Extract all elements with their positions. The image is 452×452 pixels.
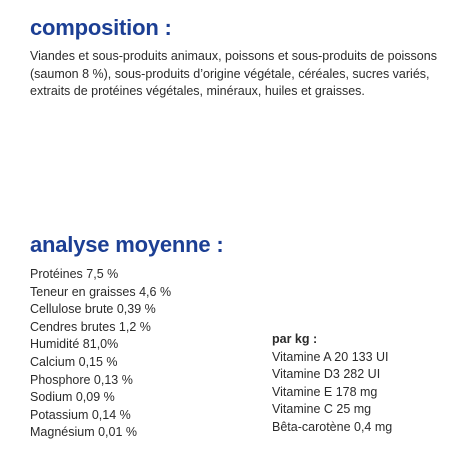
vitamins-block (272, 331, 392, 437)
analysis-item-proteines: Protéines 7,5 % (30, 267, 119, 281)
analysis-item-magnesium: Magnésium 0,01 % (30, 425, 138, 440)
analysis-item-cendres: Cendres brutes 1,2 % (30, 319, 151, 334)
vitamin-item-beta-carotene: Bêta-carotène 0,4 mg (272, 419, 393, 434)
vitamins-title: par kg : (272, 332, 318, 346)
analysis-item-cellulose: Cellulose brute 0,39 % (30, 302, 156, 317)
vitamin-item-d3: Vitamine D3 282 UI (272, 367, 381, 382)
vitamin-item-e: Vitamine E 178 mg (272, 384, 378, 399)
analysis-list (30, 266, 171, 442)
vitamin-item-c: Vitamine C 25 mg (272, 402, 372, 417)
analysis-item-phosphore: Phosphore 0,13 % (30, 372, 133, 387)
analysis-item-sodium: Sodium 0,09 % (30, 390, 115, 405)
analysis-item-calcium: Calcium 0,15 % (30, 354, 118, 369)
composition-text: Viandes et sous-produits animaux, poissons et sous-produits de poissons (saumon 8 %), sous-produits d’origine végétale, céréales, sucres variés, extraits de protéines végétales, minéraux, huiles et graisses. (30, 49, 437, 98)
analysis-item-potassium: Potassium 0,14 % (30, 407, 131, 422)
analysis-item-humidite: Humidité 81,0% (30, 337, 119, 352)
vitamin-item-a: Vitamine A 20 133 UI (272, 349, 389, 364)
vitamins-list (272, 349, 392, 437)
analysis-item-graisses: Teneur en graisses 4,6 % (30, 284, 172, 299)
composition-heading: composition : (30, 15, 172, 40)
analysis-heading: analyse moyenne : (30, 232, 224, 257)
